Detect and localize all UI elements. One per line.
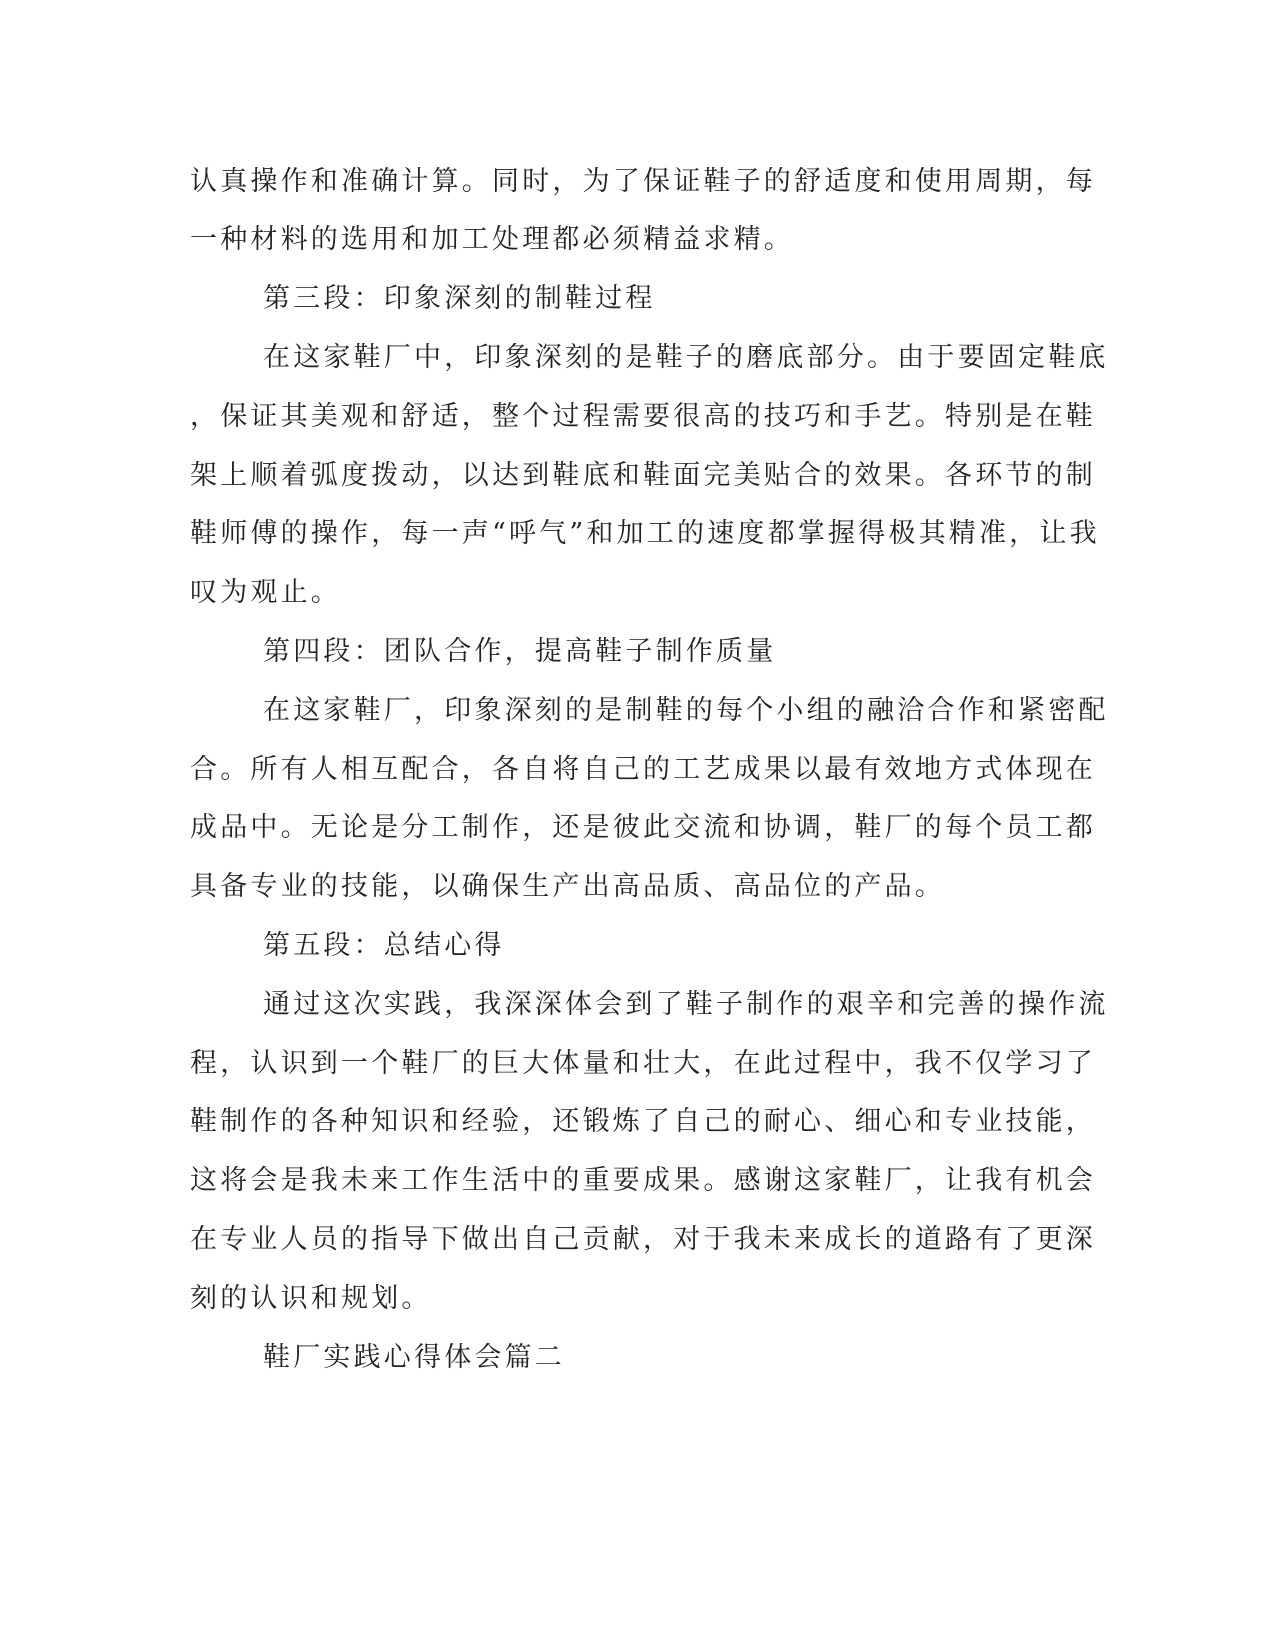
text-line: 认真操作和准确计算。同时，为了保证鞋子的舒适度和使用周期，每 <box>190 166 1096 197</box>
text-line: ，保证其美观和舒适，整个过程需要很高的技巧和手艺。特别是在鞋 <box>190 401 1096 432</box>
text-line: 在专业人员的指导下做出自己贡献，对于我未来成长的道路有了更深 <box>190 1224 1096 1255</box>
text-line: 程，认识到一个鞋厂的巨大体量和壮大，在此过程中，我不仅学习了 <box>190 1048 1096 1079</box>
text-line: 具备专业的技能，以确保生产出高品质、高品位的产品。 <box>190 871 945 902</box>
text-line: 鞋制作的各种知识和经验，还锻炼了自己的耐心、细心和专业技能， <box>190 1106 1096 1137</box>
text-line: 在这家鞋厂中，印象深刻的是鞋子的磨底部分。由于要固定鞋底 <box>263 342 1109 373</box>
text-line: 叹为观止。 <box>190 577 341 608</box>
text-line: 刻的认识和规划。 <box>190 1283 432 1314</box>
text-line: 架上顺着弧度拨动，以达到鞋底和鞋面完美贴合的效果。各环节的制 <box>190 460 1096 491</box>
text-line: 成品中。无论是分工制作，还是彼此交流和协调，鞋厂的每个员工都 <box>190 812 1096 843</box>
text-line: 通过这次实践，我深深体会到了鞋子制作的艰辛和完善的操作流 <box>263 989 1109 1020</box>
section-heading: 第五段：总结心得 <box>263 930 505 961</box>
text-line: 在这家鞋厂，印象深刻的是制鞋的每个小组的融洽合作和紧密配 <box>263 695 1109 726</box>
text-line: 合。所有人相互配合，各自将自己的工艺成果以最有效地方式体现在 <box>190 754 1096 785</box>
text-line: 鞋师傅的操作，每一声“呼气”和加工的速度都掌握得极其精准，让我 <box>190 518 1100 549</box>
article-subtitle: 鞋厂实践心得体会篇二 <box>263 1342 565 1373</box>
section-heading: 第三段：印象深刻的制鞋过程 <box>263 283 656 314</box>
section-heading: 第四段：团队合作，提高鞋子制作质量 <box>263 636 777 667</box>
text-line: 一种材料的选用和加工处理都必须精益求精。 <box>190 224 794 255</box>
text-line: 这将会是我未来工作生活中的重要成果。感谢这家鞋厂，让我有机会 <box>190 1165 1096 1196</box>
